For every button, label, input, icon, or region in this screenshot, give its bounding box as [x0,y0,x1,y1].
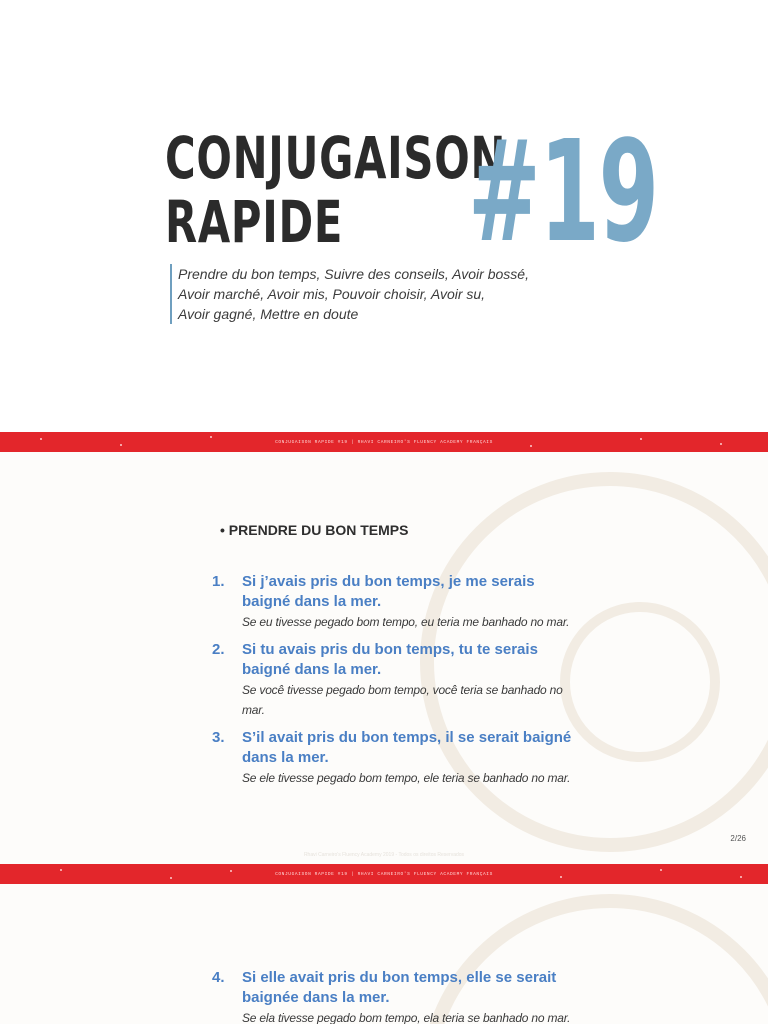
portuguese-translation: Se eu tivesse pegado bom tempo, eu teria me banhado no mar. [242,615,570,629]
item-number: 1. [212,573,225,590]
lesson-number: #19 [468,111,658,274]
header-banner [0,864,768,884]
cover-page [0,0,768,432]
list-item [212,572,572,632]
portuguese-translation: Se ele tivesse pegado bom tempo, ele teria se banhado no mar. [242,771,571,785]
list-item [212,640,572,720]
sentence-list [212,968,572,1024]
sentence-list [212,572,572,796]
portuguese-translation: Se ela tivesse pegado bom tempo, ela teria se banhado no mar. [242,1011,571,1024]
verb-list-line: Prendre du bon temps, Suivre des conseils, Avoir bossé, [178,266,529,282]
item-number: 2. [212,641,225,658]
cover-title [165,126,506,254]
french-sentence: Si j’avais pris du bon temps, je me serais baigné dans la mer. [242,573,535,610]
verb-list-line: Avoir marché, Avoir mis, Pouvoir choisir, Avoir su, [178,286,486,302]
lesson-page [0,884,768,1024]
verb-list [170,264,550,324]
watermark-decoration [560,602,720,762]
list-item [212,968,572,1024]
french-sentence: Si tu avais pris du bon temps, tu te serais baigné dans la mer. [242,641,538,678]
french-sentence: Si elle avait pris du bon temps, elle se serait baignée dans la mer. [242,969,557,1006]
item-number: 4. [212,969,225,986]
banner-text: CONJUGAISON RAPIDE #19 | RHAVI CARNEIRO'S FLUENCY ACADEMY FRANÇAIS [275,439,493,445]
item-number: 3. [212,729,225,746]
french-sentence: S’il avait pris du bon temps, il se serait baigné dans la mer. [242,729,572,766]
title-line-2: RAPIDE [165,188,344,256]
lesson-page [0,452,768,864]
page-number: 2/26 [730,834,746,843]
header-banner [0,432,768,452]
list-item [212,728,572,788]
verb-list-line: Avoir gagné, Mettre en doute [178,306,359,322]
portuguese-translation: Se você tivesse pegado bom tempo, você teria se banhado no mar. [242,683,563,717]
section-heading: • PRENDRE DU BON TEMPS [220,522,409,538]
title-line-1: CONJUGAISON [165,124,507,192]
banner-text: CONJUGAISON RAPIDE #19 | RHAVI CARNEIRO'S FLUENCY ACADEMY FRANÇAIS [275,871,493,877]
footer-copyright: Rhavi Carneiro's Fluency Academy 2019 - Todos os direitos Reservados [303,852,465,858]
